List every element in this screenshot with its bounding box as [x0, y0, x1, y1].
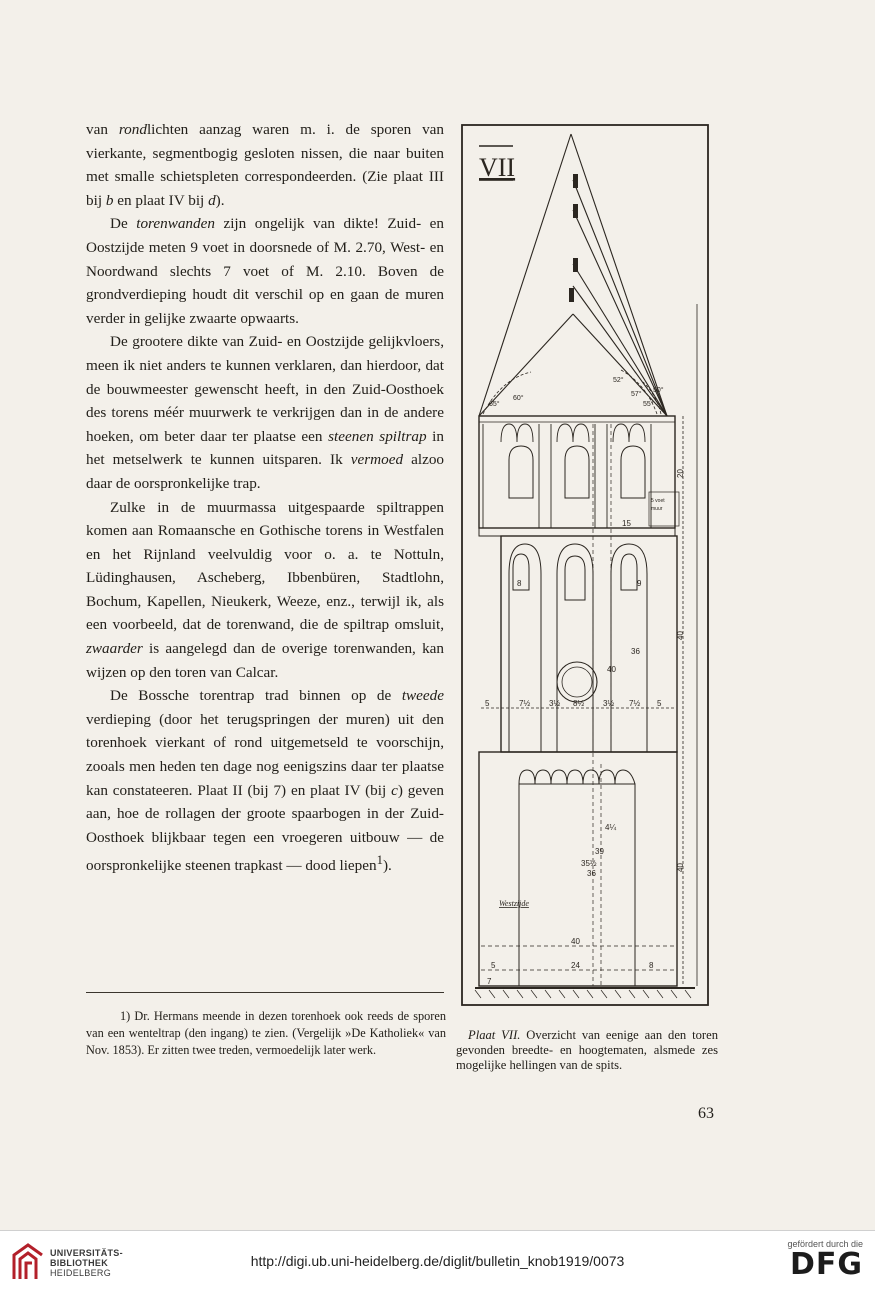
spire-angle-label: 52° — [613, 377, 624, 384]
width-label: 7½ — [519, 699, 531, 708]
dimension-label: 9 — [637, 579, 642, 588]
footnote — [86, 1008, 446, 1059]
dimension-label: 7 — [487, 977, 492, 986]
ground-storey — [479, 752, 677, 986]
dimension-label: 35½ — [581, 859, 597, 868]
spire-angle-label: 55° — [643, 401, 654, 408]
dimension-label: 15 — [622, 519, 631, 528]
width-label: 5 — [657, 699, 662, 708]
spire-angle-label: 60° — [513, 395, 524, 402]
library-name-line: HEIDELBERG — [50, 1268, 112, 1278]
dimension-label: 40 — [607, 665, 616, 674]
body-paragraph: De grootere dikte van Zuid- en Oostzijde gelijkvloers, meen ik niet anders te kunnen verklaren, dan hierdoor, dat de bouwmeester gewenscht heeft, in den Zuid-Oosthoek des torens méér muurwerk te verkrijgen dan in de andere hoeken, om beter daar ter plaatse een steenen spiltrap in het metselwerk te kunnen uitsparen. Ik vermoed alzoo daar de oorspronkelijke trap. — [86, 333, 445, 492]
body-paragraph: De Bossche torentrap trad binnen op de tweede verdieping (door het terugspringen der muren) uit den torenhoek vierkant of rond uitgemetseld te voorschijn, zooals men heden ten dage nog eenigszins daar ter plaatse kan constateeren. Plaat II (bij 7) en plaat IV (bij c) geven aan, hoe de rollagen der groote spaarbogen in der Zuid-Oosthoek blijkbaar tegen een vroegeren uitbouw — de oorspronkelijke steenen trapkast — dood liepen$^1$). — [86, 687, 444, 875]
height-label: 20 — [676, 469, 685, 478]
dimension-label: 4¼ — [605, 823, 617, 832]
footnote-text: 1) Dr. Hermans meende in dezen torenhoek ook reeds de sporen van een wenteltrap (den ingang) te zien. (Vergelijk »De Katholiek« van Nov. 1853). Er zitten twee treden, vermoedelijk later werk. — [86, 1009, 446, 1057]
width-label: 5 — [485, 699, 490, 708]
plate-note: 5 voet — [651, 498, 665, 504]
body-paragraph: Zulke in de muurmassa uitgespaarde spiltrappen komen aan Romaansche en Gothische torens in Westfalen en het Rijnland veelvuldig voor o. a. te Nottuln, Lüdinghausen, Ascheberg, Ibbenbüren, Stadtlohn, Bochum, Kapellen, Nieukerk, Weeze, enz., terwijl ik, als een voorbeeld, dat de torenwand, die de spiltrap omsluit, zwaarder is aangelegd dan de overige torenwanden, kan wijzen op den toren van Calcar. — [86, 498, 444, 681]
width-label: 3½ — [603, 699, 615, 708]
permalink-url[interactable]: http://digi.ub.uni-heidelberg.de/diglit/bulletin_knob1919/0073 — [250, 1253, 625, 1269]
spire-angle-label: 65° — [489, 401, 500, 408]
funder-block[interactable] — [787, 1239, 863, 1281]
plate-wall-label: Westzijde — [499, 899, 529, 908]
dimension-label: 40 — [571, 937, 580, 946]
plate-vii-tower-drawing — [461, 124, 709, 1008]
height-label: 40 — [676, 863, 685, 872]
funder-label: gefördert durch die — [787, 1239, 863, 1249]
footnote-separator — [86, 992, 444, 993]
body-paragraph: De torenwanden zijn ongelijk van dikte! Zuid- en Oostzijde meten 9 voet in doorsnede of M. 2.70, West- en Noordwand slechts 7 voet of M. 2.10. Boven de grondverdieping houdt dit verschil op en gaan de muren verder in gelijke zwaarte opwaarts. — [86, 215, 444, 327]
plate-caption-text: Plaat VII. Overzicht van eenige aan den toren gevonden breedte- en hoogtematen, alsmede zes mogelijke hellingen van de spits. — [456, 1028, 718, 1072]
dimension-label: 5 — [491, 961, 496, 970]
dimension-label: 8 — [517, 579, 522, 588]
plate-numeral: VII — [479, 153, 516, 182]
page-number: 63 — [698, 1105, 714, 1122]
height-scale — [683, 304, 697, 986]
dimension-label: 39 — [595, 847, 604, 856]
library-name-line: UNIVERSITÄTS- — [50, 1248, 123, 1258]
dfg-logo: DFG — [789, 1247, 863, 1282]
dimension-label: 24 — [571, 961, 580, 970]
spire-angle-label: 50° — [653, 387, 664, 394]
dimension-label: 8 — [649, 961, 654, 970]
spire-angle-label: 57° — [631, 391, 642, 398]
width-label: 3½ — [549, 699, 561, 708]
width-label: 8½ — [573, 699, 585, 708]
body-text-column — [86, 118, 444, 878]
height-label: 40 — [676, 631, 685, 640]
spire-markers — [569, 174, 578, 302]
dimension-label: 36 — [631, 647, 640, 656]
dimension-label: 36 — [587, 869, 596, 878]
middle-storey — [479, 528, 677, 752]
body-paragraph: van rondlichten aanzag waren m. i. de sporen van vierkante, segmentbogig gesloten nissen, die naar buiten met smalle schietspleten correspondeerden. (Zie plaat III bij b en plaat IV bij d). — [86, 121, 444, 209]
library-name-line: BIBLIOTHEK — [50, 1258, 108, 1268]
plate-note: muur — [651, 506, 663, 512]
belfry-storey — [479, 416, 675, 528]
width-label: 7½ — [629, 699, 641, 708]
viewer-footer — [0, 1230, 875, 1294]
plate-caption — [456, 1028, 718, 1073]
